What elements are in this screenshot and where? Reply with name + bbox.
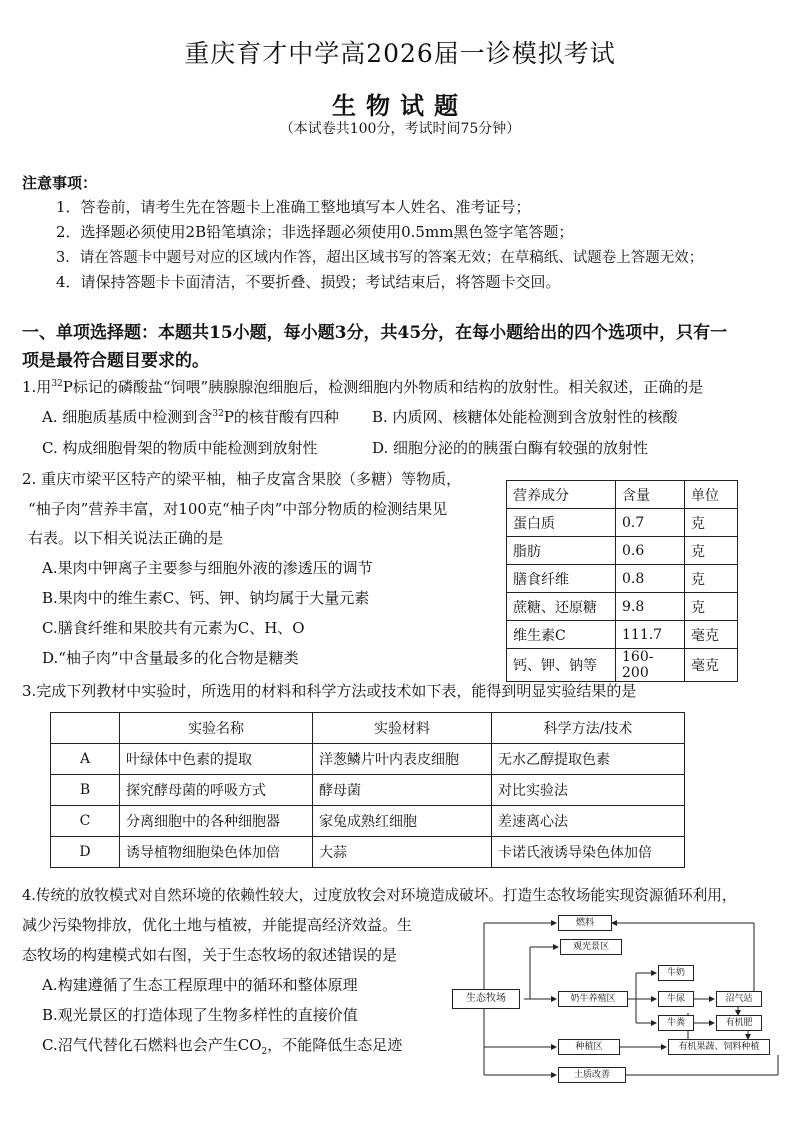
table-cell: 无水乙醇提取色素 <box>492 744 685 775</box>
table-cell: 克 <box>685 537 738 565</box>
table-cell: 卡诺氏液诱导染色体加倍 <box>492 837 685 868</box>
table-cell: 差速离心法 <box>492 806 685 837</box>
table-header: 科学方法/技术 <box>492 713 685 744</box>
section-heading: 一、单项选择题：本题共15小题，每小题3分，共45分，在每小题给出的四个选项中，只有一 <box>22 323 728 343</box>
q2-option-a[interactable]: A.果肉中钾离子主要参与细胞外液的渗透压的调节 <box>42 559 373 577</box>
table-row <box>507 649 738 682</box>
q1-option-d[interactable]: D. 细胞分泌的的胰蛋白酶有较强的放射性 <box>372 439 649 457</box>
table-header: 营养成分 <box>507 481 616 509</box>
diagram-node-tourism: 观光景区 <box>560 939 622 955</box>
table-cell: 诱导植物细胞染色体加倍 <box>120 837 313 868</box>
section-heading-cont: 项是最符合题目要求的。 <box>22 351 209 371</box>
question-4-stem-cont: 减少污染物排放，优化土地与植被，并能提高经济效益。生 <box>22 916 413 934</box>
diagram-node-urine: 牛尿 <box>658 991 694 1007</box>
table-cell: 克 <box>685 565 738 593</box>
table-row <box>507 565 738 593</box>
question-4-stem-cont: 态牧场的构建模式如右图，关于生态牧场的叙述错误的是 <box>22 946 398 964</box>
question-2-stem: 2. 重庆市梁平区特产的梁平柚，柚子皮富含果胶（多糖）等物质， <box>22 470 462 488</box>
table-header <box>51 713 120 744</box>
table-cell: 膳食纤维 <box>507 565 616 593</box>
q2-option-b[interactable]: B.果肉中的维生素C、钙、钾、钠均属于大量元素 <box>42 589 370 607</box>
table-row <box>507 537 738 565</box>
diagram-node-dairy: 奶牛养殖区 <box>558 991 628 1007</box>
table-cell: 分离细胞中的各种细胞器 <box>120 806 313 837</box>
diagram-node-planting: 种植区 <box>558 1039 620 1055</box>
diagram-node-fuel: 燃料 <box>558 915 612 931</box>
notes-heading: 注意事项： <box>22 174 98 192</box>
question-3-stem: 3.完成下列教材中实验时，所选用的材料和科学方法或技术如下表，能得到明显实验结果的是 <box>22 682 637 700</box>
table-cell: 0.6 <box>616 537 685 565</box>
table-cell-option: B <box>51 775 120 806</box>
experiment-table <box>50 712 685 868</box>
note-item: 2．选择题必须使用2B铅笔填涂；非选择题必须使用0.5mm黑色签字笔答题； <box>56 223 574 241</box>
note-item: 4．请保持答题卡卡面清洁，不要折叠、损毁；考试结束后，将答题卡交回。 <box>56 273 561 291</box>
table-header: 单位 <box>685 481 738 509</box>
table-cell: 探究酵母菌的呼吸方式 <box>120 775 313 806</box>
table-header-row <box>51 713 685 744</box>
q1-option-a[interactable]: A. 细胞质基质中检测到含$^{32}$P的核苷酸有四种 <box>42 408 339 426</box>
table-cell: 9.8 <box>616 593 685 621</box>
diagram-node-center: 生态牧场 <box>452 989 520 1009</box>
table-cell: 克 <box>685 509 738 537</box>
q2-option-d[interactable]: D.“柚子肉”中含量最多的化合物是糖类 <box>42 649 299 667</box>
diagram-node-soil: 土质改善 <box>558 1067 626 1083</box>
question-4-stem: 4.传统的放牧模式对自然环境的依赖性较大，过度放牧会对环境造成破坏。打造生态牧场能实现资源循环利用， <box>22 887 737 904</box>
q2-option-c[interactable]: C.膳食纤维和果胶共有元素为C、H、O <box>42 619 305 637</box>
note-item: 1．答卷前，请考生先在答题卡上准确工整地填写本人姓名、准考证号； <box>56 198 531 216</box>
exam-info: （本试卷共100分，考试时间75分钟） <box>279 121 521 137</box>
table-cell: 洋葱鳞片叶内表皮细胞 <box>313 744 492 775</box>
diagram-node-biogas: 沼气站 <box>716 991 762 1007</box>
question-2-stem-cont: 右表。以下相关说法正确的是 <box>28 529 224 547</box>
table-cell: 0.7 <box>616 509 685 537</box>
table-header: 含量 <box>616 481 685 509</box>
subject-title: 生物试题 <box>332 91 468 120</box>
table-row <box>507 509 738 537</box>
table-cell: 111.7 <box>616 621 685 649</box>
table-cell: 脂肪 <box>507 537 616 565</box>
table-cell: 对比实验法 <box>492 775 685 806</box>
table-cell: 维生素C <box>507 621 616 649</box>
table-cell: 蔗糖、还原糖 <box>507 593 616 621</box>
table-cell: 0.8 <box>616 565 685 593</box>
diagram-node-dung: 牛粪 <box>658 1015 694 1031</box>
table-cell-option: A <box>51 744 120 775</box>
q1-option-c[interactable]: C. 构成细胞骨架的物质中能检测到放射性 <box>42 439 318 457</box>
q4-option-a[interactable]: A.构建遵循了生态工程原理中的循环和整体原理 <box>42 976 358 994</box>
diagram-node-crops: 有机果蔬、饲料种植 <box>668 1039 770 1055</box>
table-row <box>507 593 738 621</box>
table-cell: 大蒜 <box>313 837 492 868</box>
table-cell-option: D <box>51 837 120 868</box>
table-cell: 克 <box>685 593 738 621</box>
question-1-stem: 1.用$^{32}$P标记的磷酸盐“饲喂”胰腺腺泡细胞后，检测细胞内外物质和结构的放射性。相关叙述，正确的是 <box>22 378 704 396</box>
table-row[interactable] <box>51 806 685 837</box>
table-cell-option: C <box>51 806 120 837</box>
table-cell: 酵母菌 <box>313 775 492 806</box>
note-item: 3．请在答题卡中题号对应的区域内作答，超出区域书写的答案无效；在草稿纸、试题卷上答题无效； <box>56 250 704 266</box>
eco-ranch-diagram <box>448 905 788 1090</box>
table-cell: 钙、钾、钠等 <box>507 649 616 682</box>
table-cell: 毫克 <box>685 649 738 682</box>
table-cell: 160-200 <box>616 649 685 682</box>
diagram-node-milk: 牛奶 <box>658 965 694 981</box>
table-row <box>507 621 738 649</box>
table-cell: 叶绿体中色素的提取 <box>120 744 313 775</box>
q4-option-b[interactable]: B.观光景区的打造体现了生物多样性的直接价值 <box>42 1006 358 1024</box>
table-cell: 蛋白质 <box>507 509 616 537</box>
table-cell: 毫克 <box>685 621 738 649</box>
q1-option-b[interactable]: B. 内质网、核糖体处能检测到含放射性的核酸 <box>372 408 678 426</box>
table-header-row <box>507 481 738 509</box>
table-cell: 家兔成熟红细胞 <box>313 806 492 837</box>
table-header: 实验名称 <box>120 713 313 744</box>
table-row[interactable] <box>51 744 685 775</box>
table-header: 实验材料 <box>313 713 492 744</box>
question-2-stem-cont: “柚子肉”营养丰富，对100克“柚子肉”中部分物质的检测结果见 <box>28 500 448 518</box>
nutrition-table <box>506 480 738 682</box>
q4-option-c[interactable]: C.沼气代替化石燃料也会产生$CO_2$，不能降低生态足迹 <box>42 1036 403 1057</box>
school-exam-title: 重庆育才中学高2026届一诊模拟考试 <box>184 39 616 68</box>
table-row[interactable] <box>51 837 685 868</box>
table-row[interactable] <box>51 775 685 806</box>
diagram-node-fertilizer: 有机肥 <box>716 1015 762 1031</box>
